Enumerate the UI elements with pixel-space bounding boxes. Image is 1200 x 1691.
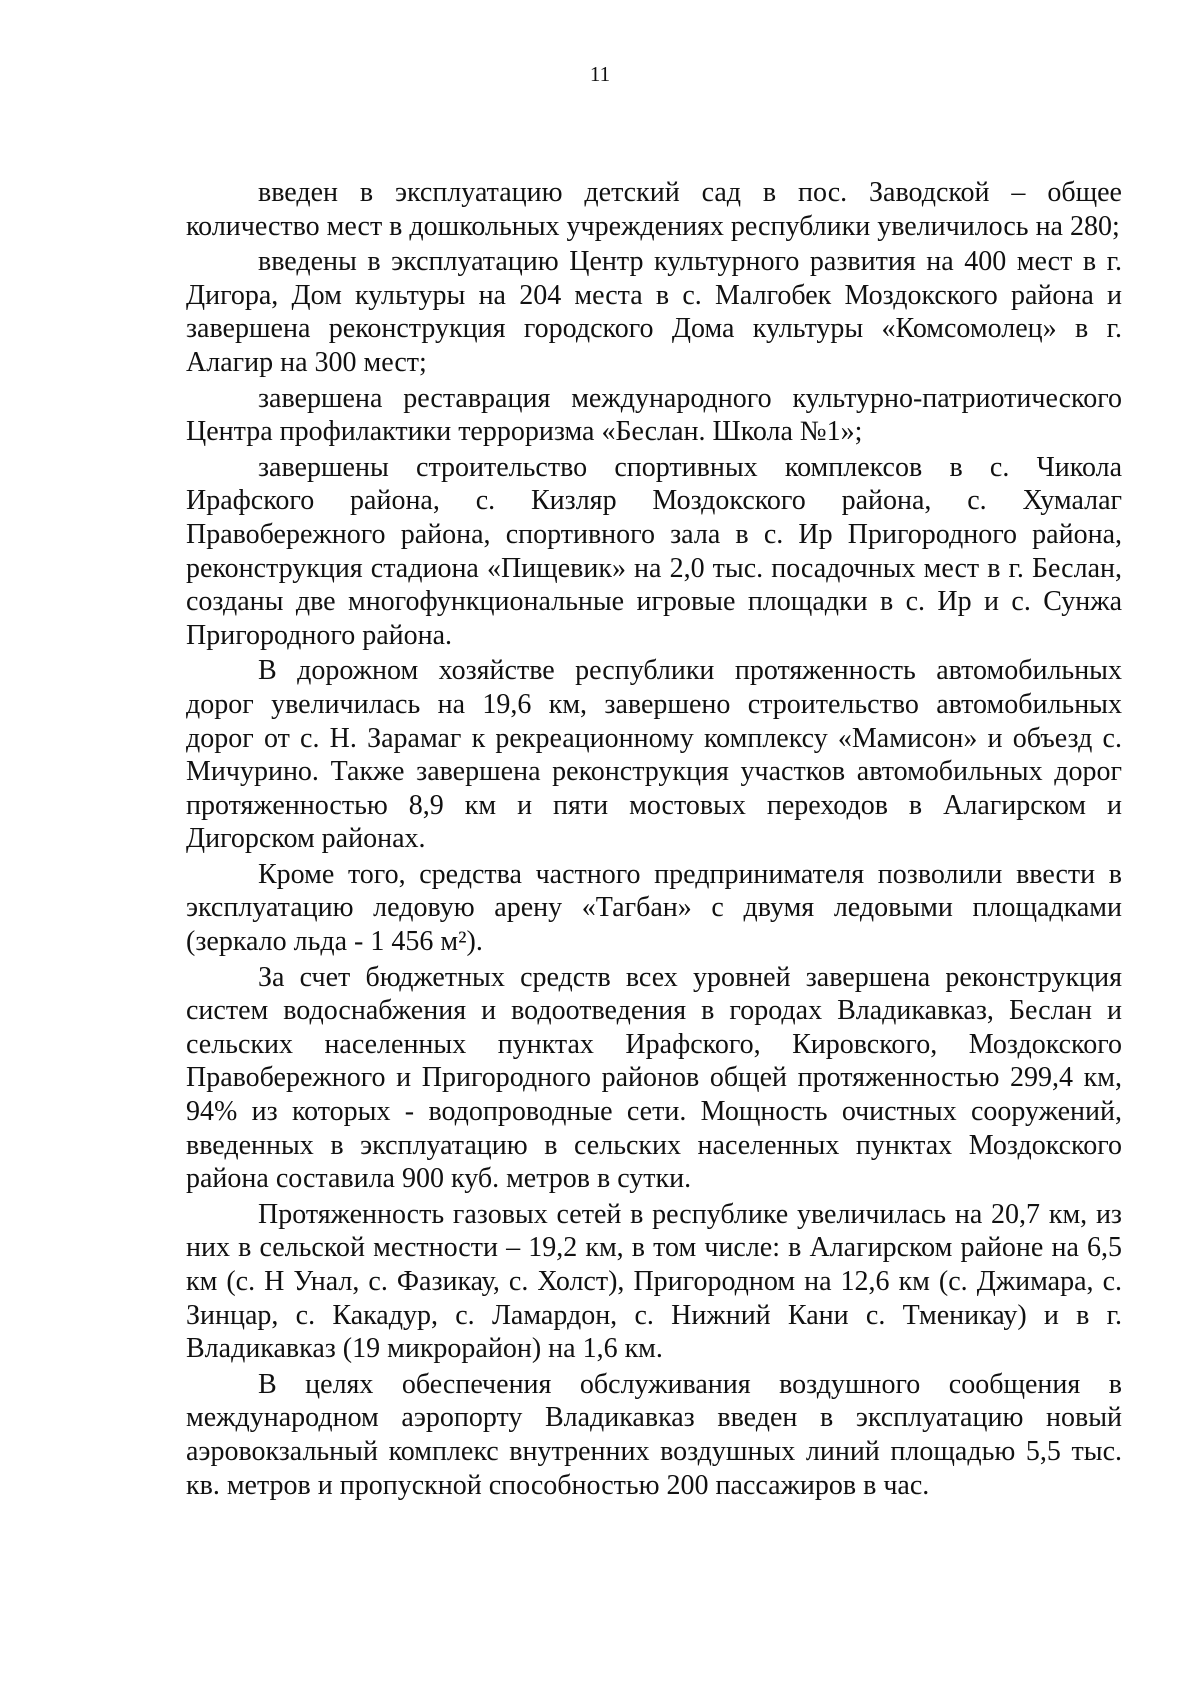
paragraph-restoration: завершена реставрация международного культурно-патриотического Центра профилактики терроризма «Беслан. Школа №1»; [186, 382, 1122, 448]
paragraph-gas-networks: Протяженность газовых сетей в республике увеличилась на 20,7 км, из них в сельской местности – 19,2 км, в том числе: в Алагирском районе на 6,5 км (с. Н Унал, с. Фазикау, с. Холст), Пригородном на 12,6 км (с. Джимара, с. Зинцар, с. Какадур, с. Ламардон, с. Нижний Кани с. Тменикау) и в г. Владикавказ (19 микрорайон) на 1,6 км. [186, 1198, 1122, 1365]
paragraph-sports-complexes: завершены строительство спортивных комплексов в с. Чикола Ирафского района, с. Кизляр Моздокского района, с. Хумалаг Правобережного района, спортивного зала в с. Ир Пригородного района, реконструкция стадиона «Пищевик» на 2,0 тыс. посадочных мест в г. Беслан, созданы две многофункциональные игровые площадки в с. Ир и с. Сунжа Пригородного района. [186, 451, 1122, 651]
paragraph-ice-arena: Кроме того, средства частного предпринимателя позволили ввести в эксплуатацию ледовую арену «Тагбан» с двумя ледовыми площадками (зеркало льда - 1 456 м²). [186, 858, 1122, 958]
paragraph-roads: В дорожном хозяйстве республики протяженность автомобильных дорог увеличилась на 19,6 км, завершено строительство автомобильных дорог от с. Н. Зарамаг к рекреационному комплексу «Мамисон» и объезд с. Мичурино. Также завершена реконструкция участков автомобильных дорог протяженностью 8,9 км и пяти мостовых переходов в Алагирском и Дигорском районах. [186, 655, 1122, 855]
page-number: 11 [589, 62, 611, 86]
paragraph-airport: В целях обеспечения обслуживания воздушного сообщения в международном аэропорту Владикавказ введен в эксплуатацию новый аэровокзальный комплекс внутренних воздушных линий площадью 5,5 тыс. кв. метров и пропускной способностью 200 пассажиров в час. [186, 1368, 1122, 1501]
paragraph-water-supply: За счет бюджетных средств всех уровней завершена реконструкция систем водоснабжения и водоотведения в городах Владикавказ, Беслан и сельских населенных пунктах Ирафского, Кировского, Моздокского Правобережного и Пригородного районов общей протяженностью 299,4 км, 94% из которых - водопроводные сети. Мощность очистных сооружений, введенных в эксплуатацию в сельских населенных пунктах Моздокского района составила 900 куб. метров в сутки. [186, 961, 1122, 1195]
paragraph-culture-centers: введены в эксплуатацию Центр культурного развития на 400 мест в г. Дигора, Дом культуры на 204 места в с. Малгобек Моздокского района и завершена реконструкция городского Дома культуры «Комсомолец» в г. Алагир на 300 мест; [186, 246, 1122, 378]
body-text [186, 176, 1122, 1502]
paragraph-kindergarten: введен в эксплуатацию детский сад в пос. Заводской – общее количество мест в дошкольных учреждениях республики увеличилось на 280; [186, 177, 1122, 242]
